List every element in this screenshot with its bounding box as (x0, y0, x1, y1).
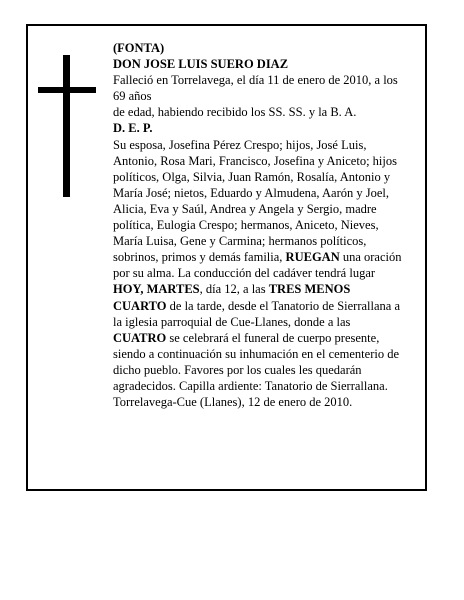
ruegan-text: RUEGAN (285, 250, 340, 265)
notice-text (113, 40, 403, 410)
cross-vertical-bar (63, 55, 70, 197)
family-surname: (FONTA) (113, 41, 165, 55)
rip-line: D. E. P. (113, 121, 153, 136)
hoy-martes-text: HOY, MARTES (113, 282, 200, 297)
place-date: Torrelavega-Cue (Llanes), 12 de enero de 2010. (113, 395, 353, 410)
notice-body (113, 137, 403, 395)
family-text: Su esposa, Josefina Pérez Crespo; hijos, José Luis, Antonio, Rosa Mari, Francisco, Josefina y Aniceto; hijos políticos, Olga, Silvia, Juan Ramón, Rosalía, Antonio y María José; nietos, Eduardo y Almudena, Aarón y Joel, Alicia, Eva y Saúl, Andrea y Angela y Sergio, madre política, Eulogia Crespo; hermanos, Aniceto, Nieves, María Luisa, Gene y Carmina; hermanos políticos, sobrinos, primos y demás familia, (113, 137, 397, 265)
closing-text: se celebrará el funeral de cuerpo presente, siendo a continuación su inhumación en el cementerio de dicho pueblo. Favores por los cuales les quedarán agradecidos. Capilla ardiente: Tanatorio de Sierrallana. (113, 330, 400, 393)
cross-horizontal-bar (38, 87, 96, 93)
cuatro-text: CUATRO (113, 330, 167, 345)
day-text: , día 12, a las (199, 282, 269, 297)
prayer-text: una oración por su alma. La conducción del cadáver tendrá lugar (113, 250, 402, 281)
cross-icon (38, 55, 96, 197)
time-text: TRES MENOS CUARTO (113, 282, 351, 313)
deceased-name: DON JOSE LUIS SUERO DIAZ (113, 57, 289, 72)
route-text: de la tarde, desde el Tanatorio de Sierrallana a la iglesia parroquial de Cue-Llanes, donde a las (113, 298, 401, 329)
death-line: Falleció en Torrelavega, el día 11 de enero de 2010, a los 69 años (113, 73, 398, 104)
sacraments-line: de edad, habiendo recibido los SS. SS. y la B. A. (113, 105, 357, 120)
